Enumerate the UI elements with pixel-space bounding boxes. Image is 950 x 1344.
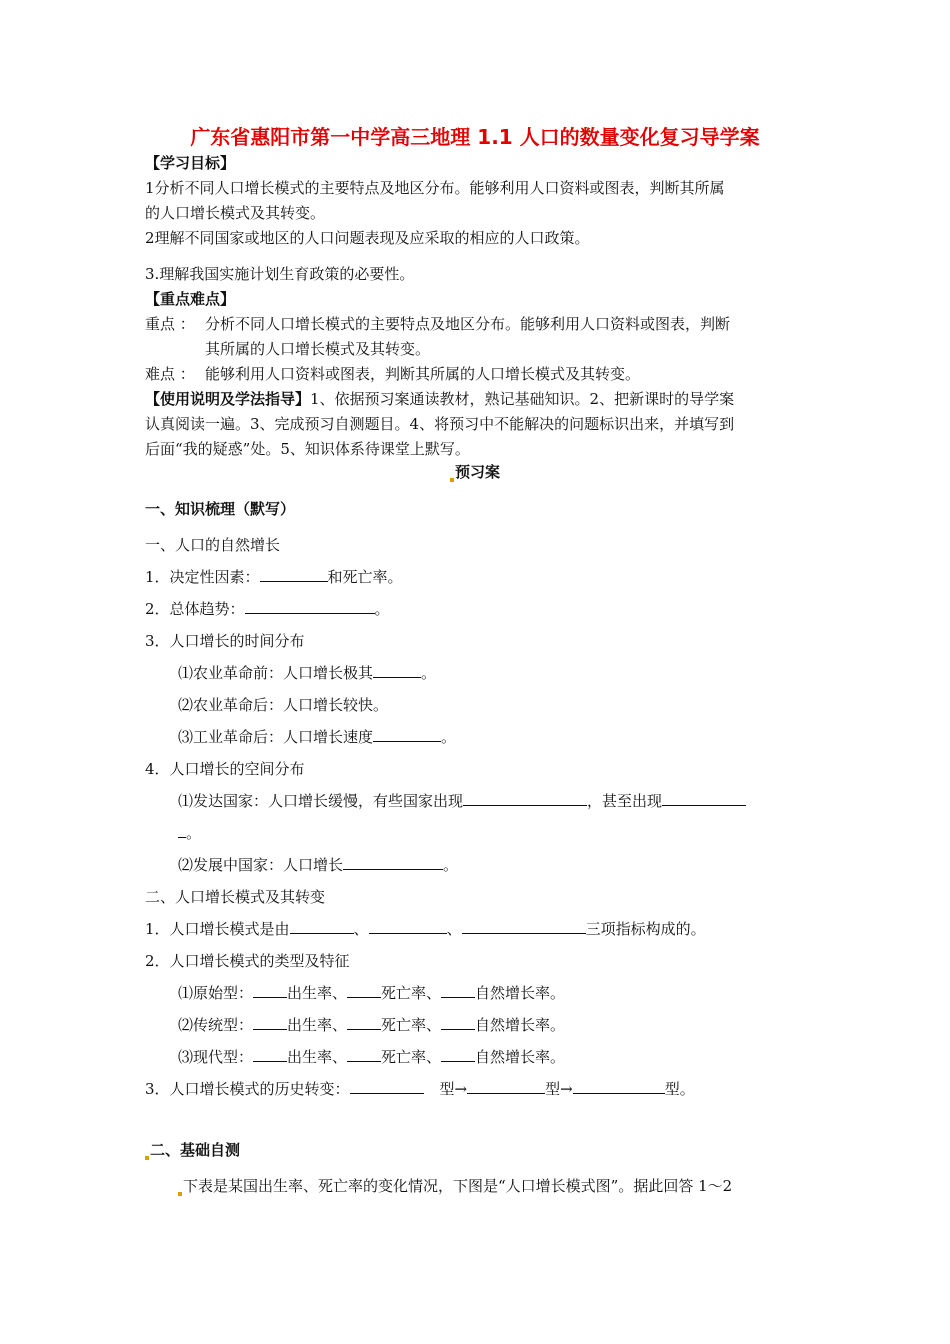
q3-3-suffix: 。 (441, 728, 457, 746)
question-4-1 (178, 791, 746, 811)
difficult-point-text: 能够利用人口资料或图表，判断其所属的人口增长模式及其转变。 (205, 365, 641, 383)
fill-blank[interactable] (347, 983, 381, 998)
fill-blank[interactable] (369, 919, 447, 934)
fill-blank[interactable] (253, 983, 287, 998)
section2-intro-text: 下表是某国出生率、死亡率的变化情况，下图是“人口增长模式图”。据此回答 1～2 (183, 1177, 733, 1195)
q2-prefix: 2．总体趋势： (145, 600, 245, 618)
m1-sep: 、 (446, 920, 462, 938)
section2-heading (145, 1140, 240, 1160)
key-heading: 【重点难点】 (145, 290, 236, 308)
type-arrow: 型→ (545, 1080, 573, 1098)
fill-blank[interactable] (347, 1047, 381, 1062)
q3-3-prefix: ⑶工业革命后：人口增长速度 (178, 728, 374, 746)
q4-2-prefix: ⑵发展中国家：人口增长 (178, 856, 344, 874)
fill-blank[interactable] (253, 1047, 287, 1062)
m3-prefix: 3．人口增长模式的历史转变： (145, 1080, 350, 1098)
fill-blank[interactable] (441, 1015, 475, 1030)
type-end: 型。 (664, 1080, 695, 1098)
natural-growth-label: 自然增长率。 (475, 1048, 566, 1066)
question-4-2 (178, 855, 458, 875)
fill-blank[interactable] (350, 1079, 424, 1094)
q1-prefix: 1．决定性因素： (145, 568, 260, 586)
type-label: ⑴原始型： (178, 984, 254, 1002)
q3-1-suffix: 。 (421, 664, 437, 682)
q4-1-suffix: 。 (186, 824, 202, 842)
key-point-line-2: 其所属的人口增长模式及其转变。 (205, 340, 431, 358)
preview-title (0, 462, 950, 482)
birth-rate-label: 出生率、 (287, 1048, 348, 1066)
usage-heading: 【使用说明及学法指导】 (145, 390, 311, 408)
edit-mark-icon (450, 478, 454, 482)
goals-line-2: 的人口增长模式及其转变。 (145, 204, 326, 222)
goals-heading: 【学习目标】 (145, 154, 236, 172)
q4-2-suffix: 。 (443, 856, 459, 874)
fill-blank[interactable] (462, 919, 586, 934)
question-3-2: ⑵农业革命后：人口增长较快。 (178, 696, 389, 714)
q4-1-prefix: ⑴发达国家：人口增长缓慢，有些国家出现 (178, 792, 464, 810)
m1-prefix: 1．人口增长模式是由 (145, 920, 290, 938)
fill-blank[interactable] (245, 599, 375, 614)
type-label: ⑵传统型： (178, 1016, 254, 1034)
natural-growth-label: 自然增长率。 (475, 984, 566, 1002)
fill-blank[interactable] (260, 567, 328, 582)
preview-title-text: 预习案 (454, 463, 500, 481)
death-rate-label: 死亡率、 (381, 984, 442, 1002)
fill-blank[interactable] (373, 663, 421, 678)
goals-line-3: 2理解不同国家或地区的人口问题表现及应采取的相应的人口政策。 (145, 229, 590, 247)
usage-text-1: 1、依据预习案通读教材，熟记基础知识。2、把新课时的导学案 (310, 390, 735, 408)
fill-blank[interactable] (467, 1079, 545, 1094)
model-question-2: 2．人口增长模式的类型及特征 (145, 952, 350, 970)
question-3: 3．人口增长的时间分布 (145, 632, 305, 650)
section1-sub1: 一、人口的自然增长 (145, 536, 281, 554)
usage-line-3: 后面“我的疑惑”处。5、知识体系待课堂上默写。 (145, 440, 470, 458)
q2-suffix: 。 (374, 600, 390, 618)
question-3-1 (178, 663, 436, 683)
section1-sub2: 二、人口增长模式及其转变 (145, 888, 326, 906)
goals-line-1: 1分析不同人口增长模式的主要特点及地区分布。能够利用人口资料或图表，判断其所属 (145, 179, 725, 197)
usage-line-1 (145, 389, 734, 409)
key-point-line-1: 分析不同人口增长模式的主要特点及地区分布。能够利用人口资料或图表，判断 (205, 315, 731, 333)
fill-blank[interactable] (253, 1015, 287, 1030)
usage-line-2: 认真阅读一遍。3、完成预习自测题目。4、将预习中不能解决的问题标识出来，并填写到 (145, 415, 735, 433)
question-4: 4．人口增长的空间分布 (145, 760, 305, 778)
q4-1-middle: ，甚至出现 (587, 792, 663, 810)
fill-blank[interactable] (343, 855, 443, 870)
page-title: 广东省惠阳市第一中学高三地理 1.1 人口的数量变化复习导学案 (190, 125, 760, 149)
natural-growth-label: 自然增长率。 (475, 1016, 566, 1034)
difficult-point-label: 难点 ： (145, 365, 195, 383)
fill-blank[interactable] (441, 1047, 475, 1062)
death-rate-label: 死亡率、 (381, 1048, 442, 1066)
death-rate-label: 死亡率、 (381, 1016, 442, 1034)
goals-line-4: 3.理解我国实施计划生育政策的必要性。 (145, 265, 415, 283)
type-label: ⑶现代型： (178, 1048, 254, 1066)
key-point-label: 重点 ： (145, 315, 195, 333)
model-primitive (178, 983, 565, 1003)
birth-rate-label: 出生率、 (287, 1016, 348, 1034)
fill-blank[interactable] (573, 1079, 665, 1094)
q1-suffix: 和死亡率。 (327, 568, 403, 586)
model-question-1 (145, 919, 706, 939)
fill-blank[interactable] (373, 727, 441, 742)
fill-blank[interactable] (441, 983, 475, 998)
edit-mark-icon (145, 1156, 149, 1160)
question-2 (145, 599, 390, 619)
fill-blank[interactable] (662, 791, 746, 806)
fill-blank[interactable] (347, 1015, 381, 1030)
section2-heading-text: 二、基础自测 (150, 1141, 241, 1159)
q3-1-prefix: ⑴农业革命前：人口增长极其 (178, 664, 374, 682)
model-traditional (178, 1015, 565, 1035)
question-3-3 (178, 727, 456, 747)
model-question-3 (145, 1079, 695, 1099)
fill-blank[interactable] (290, 919, 354, 934)
birth-rate-label: 出生率、 (287, 984, 348, 1002)
fill-blank[interactable] (463, 791, 587, 806)
m1-suffix: 三项指标构成的。 (585, 920, 706, 938)
fill-blank[interactable] (178, 823, 186, 838)
m1-sep: 、 (353, 920, 369, 938)
section2-intro (178, 1176, 732, 1196)
section1-heading: 一、知识梳理（默写） (145, 500, 296, 518)
type-arrow: 型→ (439, 1080, 468, 1098)
model-modern (178, 1047, 565, 1067)
question-4-1-cont (178, 823, 201, 843)
question-1 (145, 567, 403, 587)
edit-mark-icon (178, 1192, 182, 1196)
